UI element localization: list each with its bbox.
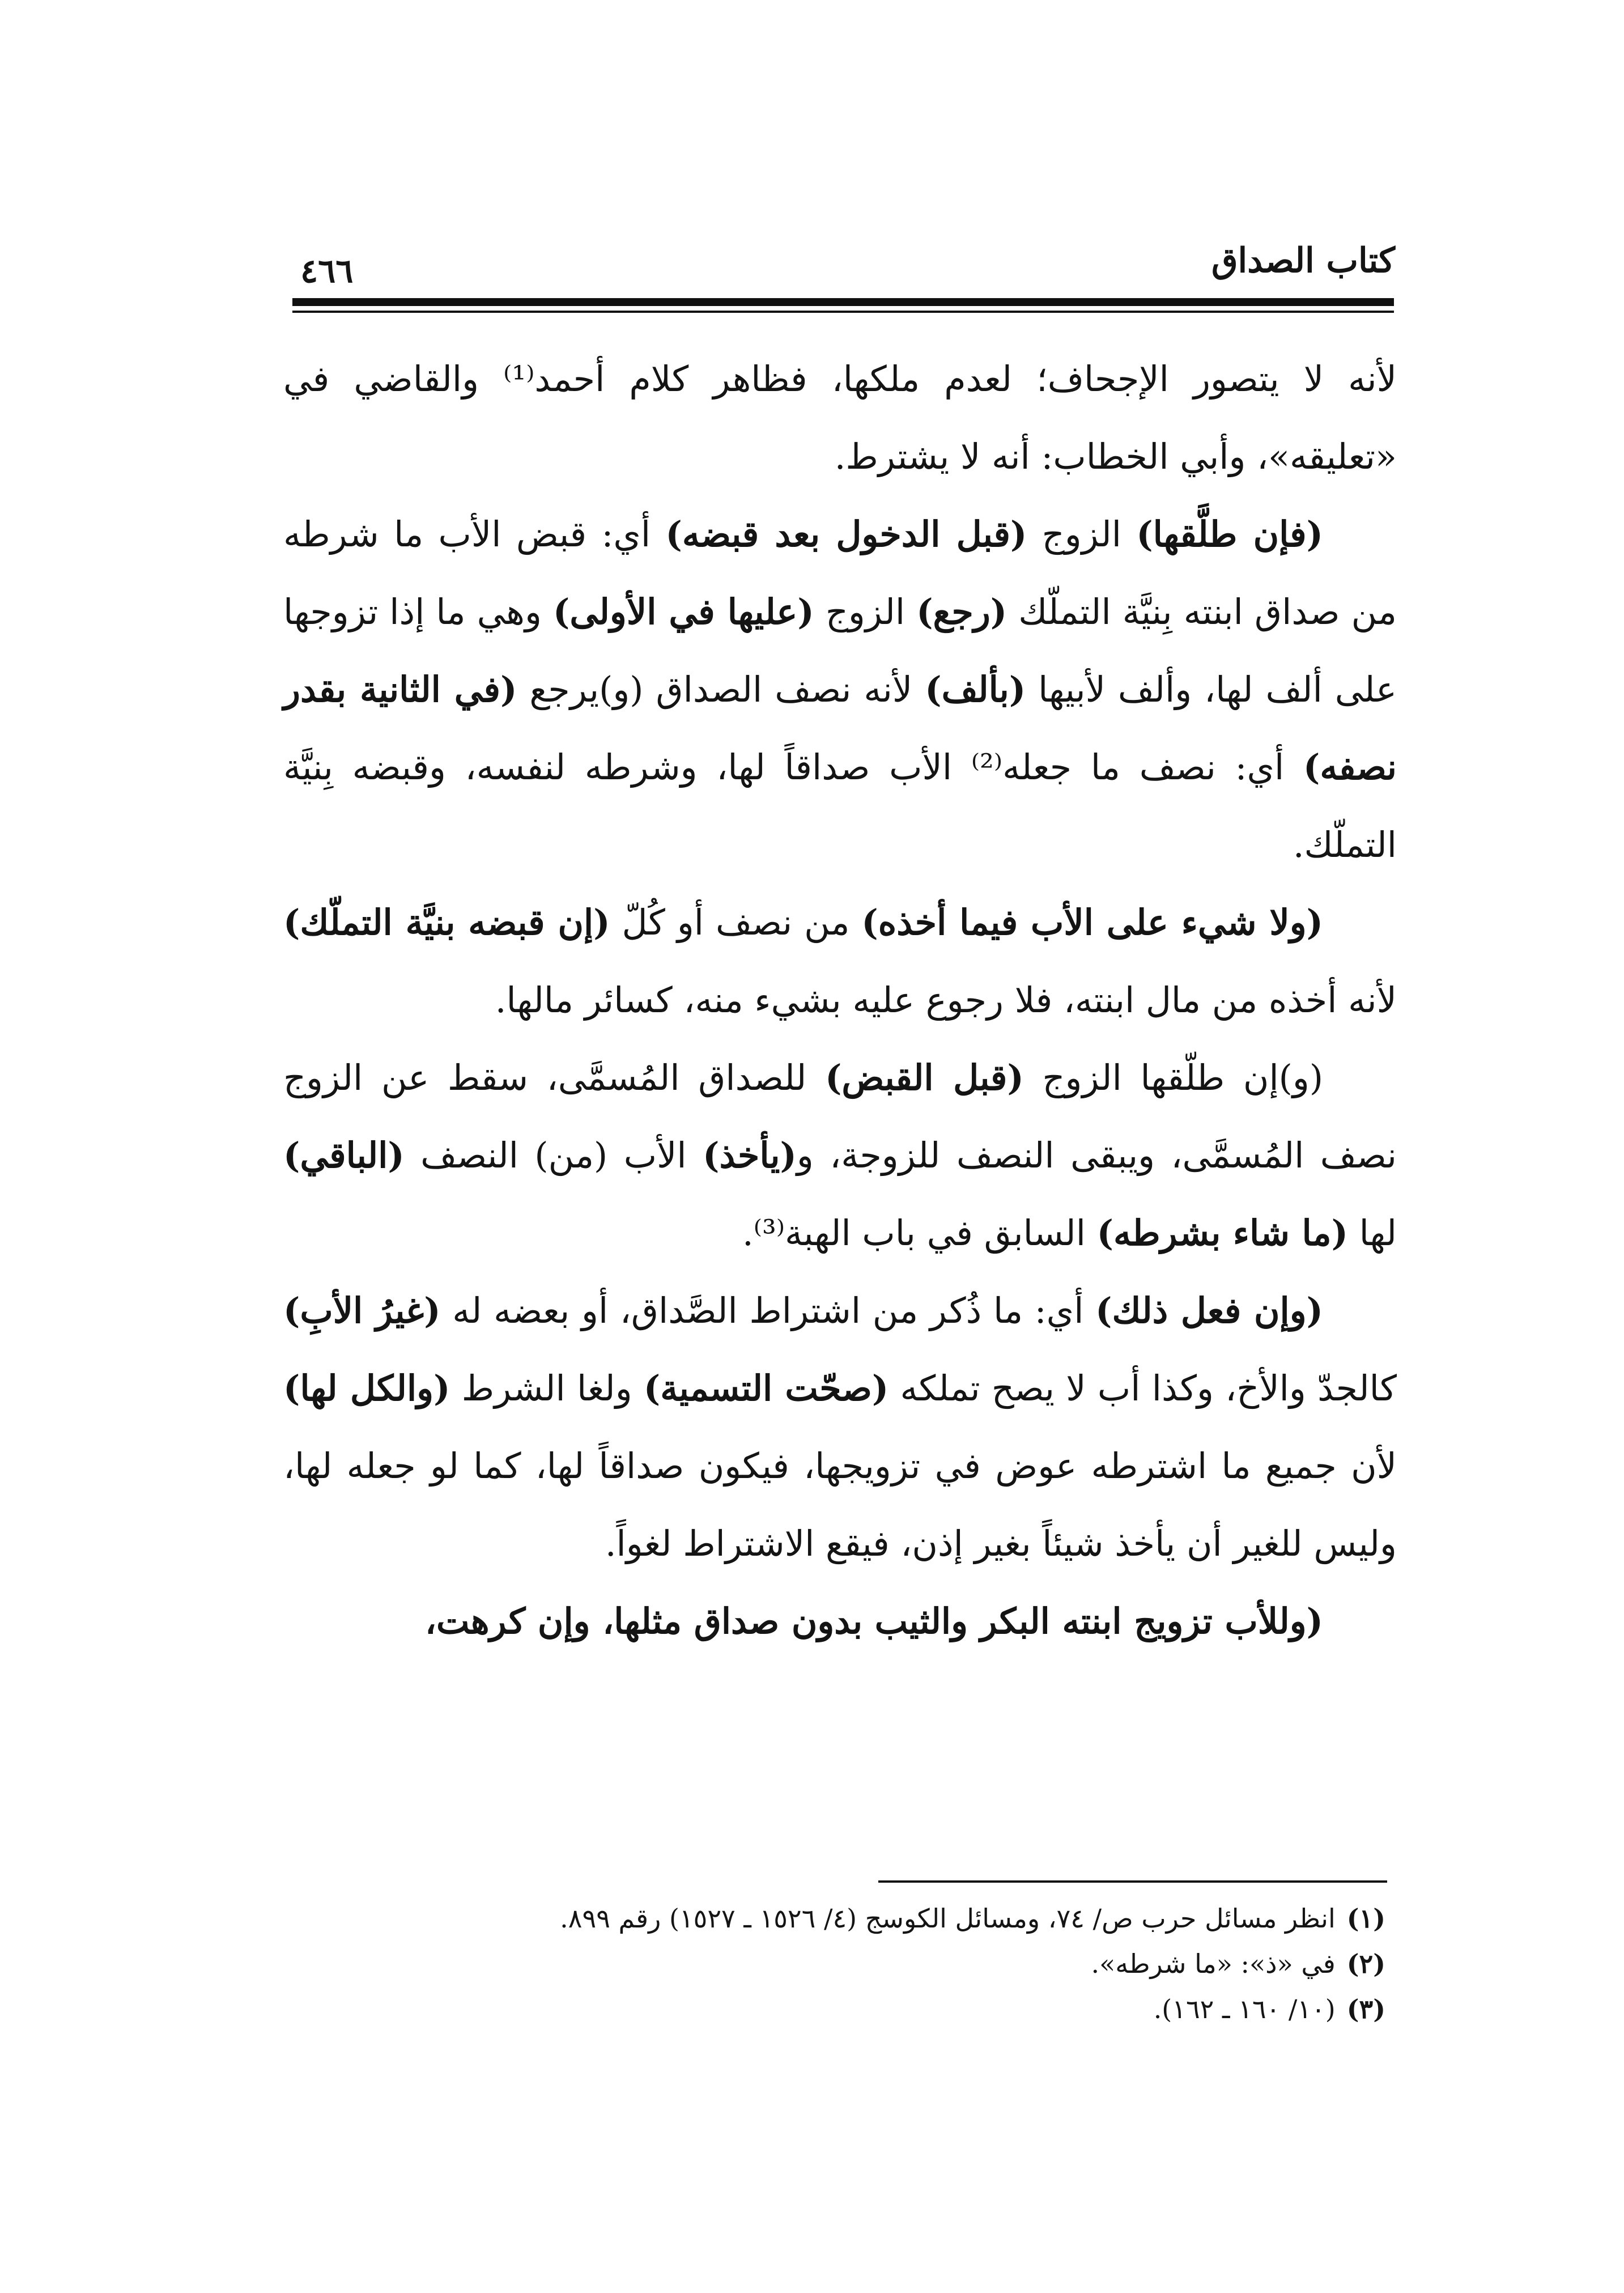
text-run: الأب (من) النصف xyxy=(404,1135,703,1176)
bold-phrase: (غيرُ الأبِ) xyxy=(283,1290,441,1331)
running-header xyxy=(283,221,1395,295)
paragraph-2 xyxy=(283,495,1397,884)
text-run: السابق في باب الهبة⁽³⁾. xyxy=(742,1212,1097,1254)
text-run: لأنه أخذه من مال ابنته، فلا رجوع عليه بشيء منه، كسائر مالها. xyxy=(495,979,1397,1021)
bold-phrase: (وللأب تزويج ابنته البكر والثيب بدون صداق مثلها، وإن كرهت، xyxy=(425,1600,1323,1642)
footnotes xyxy=(283,1896,1397,2032)
footnote-text: في «ذ»: «ما شرطه». xyxy=(1091,1948,1336,1979)
bold-phrase: (ما شاء بشرطه) xyxy=(1096,1212,1348,1254)
bold-phrase: (في الثانية بقدر نصفه) xyxy=(283,669,1397,788)
bold-phrase: (والكل لها) xyxy=(283,1368,450,1409)
bold-phrase: (الباقي) xyxy=(283,1135,405,1176)
text-run: للصداق المُسمَّى، سقط عن الزوج نصف المُسمَّى، ويبقى النصف للزوجة، و xyxy=(283,1057,1397,1176)
header-rule-thick xyxy=(292,298,1394,306)
bold-phrase: (يأخذ) xyxy=(703,1135,797,1176)
footnote-mark: (١) xyxy=(1346,1903,1385,1934)
footnote-mark: (٢) xyxy=(1346,1948,1385,1979)
footnote-text: (١٠/ ١٦٠ ـ ١٦٢). xyxy=(1153,1994,1336,2024)
bold-phrase: (قبل القبض) xyxy=(825,1057,1024,1098)
footnote-2 xyxy=(283,1941,1397,1986)
chapter-title: كتاب الصداق xyxy=(1211,241,1395,281)
text-run: كالجدّ والأخ، وكذا أب لا يصح تملكه xyxy=(888,1368,1397,1409)
paragraph-1: لأنه لا يتصور الإجحاف؛ لعدم ملكها، فظاهر كلام أحمد⁽¹⁾ والقاضي في «تعليقه»، وأبي الخطاب: أنه لا يشترط. xyxy=(283,358,1397,477)
text-run: لأنه نصف الصداق (و)يرجع xyxy=(517,669,925,710)
bold-phrase: (عليها في الأولى) xyxy=(553,591,814,632)
text-run: أي: قبض الأب ما شرطه من صداق ابنته بِنيَّة التملّك xyxy=(283,513,1397,632)
text-run: (و)إن طلّقها الزوج xyxy=(1023,1057,1324,1098)
bold-phrase: (قبل الدخول بعد قبضه) xyxy=(665,513,1027,555)
text-run: لها xyxy=(1347,1212,1397,1254)
text-run: وهي ما إذا تزوجها على ألف لها، وألف لأبيها xyxy=(283,591,1397,710)
bold-phrase: (إن قبضه بنيَّة التملّك) xyxy=(283,902,610,943)
text-run: الزوج xyxy=(1027,513,1137,555)
text-run: الزوج xyxy=(814,591,917,632)
footnote-mark: (٣) xyxy=(1346,1994,1385,2024)
footnote-3 xyxy=(283,1986,1397,2032)
paragraph-6 xyxy=(283,1582,1397,1660)
footnote-text: انظر مسائل حرب ص/ ٧٤، ومسائل الكوسج (٤/ ١٥٢٦ ـ ١٥٢٧) رقم ٨٩٩. xyxy=(560,1903,1336,1934)
footnote-separator xyxy=(878,1880,1387,1883)
bold-phrase: (ولا شيء على الأب فيما أخذه) xyxy=(861,902,1323,943)
header-rule-thin xyxy=(292,311,1394,313)
paragraph-4 xyxy=(283,1039,1397,1272)
bold-phrase: (صحّت التسمية) xyxy=(643,1368,889,1409)
bold-phrase: (فإن طلَّقها) xyxy=(1136,513,1323,555)
text-run: أي: ما ذُكر من اشتراط الصَّداق، أو بعضه له xyxy=(440,1290,1096,1331)
page-number: ٤٦٦ xyxy=(300,252,354,290)
main-text xyxy=(283,340,1397,1660)
paragraph-3 xyxy=(283,884,1397,1039)
bold-phrase: (وإن فعل ذلك) xyxy=(1095,1290,1323,1331)
paragraph-5 xyxy=(283,1272,1397,1582)
text-run: من نصف أو كُلّ xyxy=(610,902,862,943)
text-run: لأن جميع ما اشترطه عوض في تزويجها، فيكون صداقاً لها، كما لو جعله لها، وليس للغير أن يأخذ شيئاً بغير إذن، فيقع الاشتراط لغواً. xyxy=(283,1445,1397,1564)
footnote-1 xyxy=(283,1896,1397,1941)
text-run: أي: نصف ما جعله⁽²⁾ الأب صداقاً لها، وشرطه لنفسه، وقبضه بِنيَّة التملّك. xyxy=(283,746,1397,865)
bold-phrase: (بألف) xyxy=(925,669,1026,710)
text-run: ولغا الشرط xyxy=(450,1368,644,1409)
bold-phrase: (رجع) xyxy=(916,591,1007,632)
